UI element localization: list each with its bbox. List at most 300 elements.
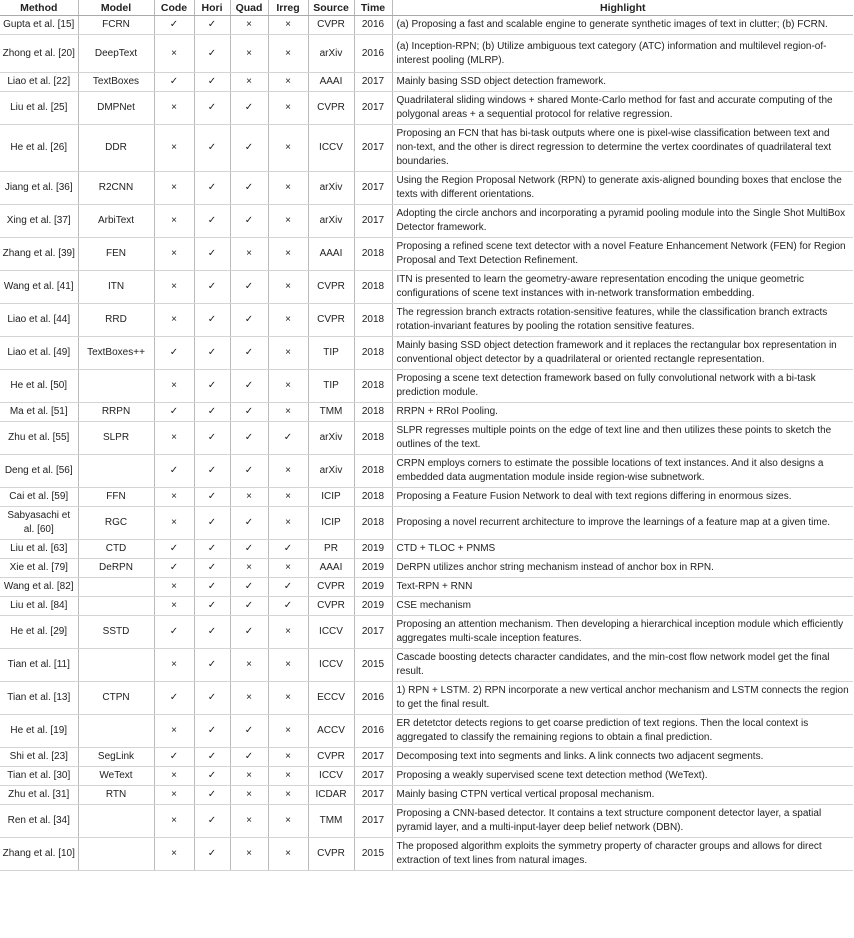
cell-hori: ✓ [194, 422, 230, 455]
cell-model: R2CNN [78, 172, 154, 205]
cell-model [78, 370, 154, 403]
table-row [0, 16, 853, 35]
cell-code: × [154, 238, 194, 271]
cell-time: 2016 [354, 682, 392, 715]
cell-source: PR [308, 540, 354, 559]
cell-quad: × [230, 767, 268, 786]
cell-source: arXiv [308, 35, 354, 73]
cell-hori: ✓ [194, 540, 230, 559]
cell-code: × [154, 488, 194, 507]
header-code: Code [154, 0, 194, 16]
table-row [0, 73, 853, 92]
cell-irreg: × [268, 488, 308, 507]
cell-time: 2016 [354, 715, 392, 748]
cell-model: DeRPN [78, 559, 154, 578]
cell-model [78, 649, 154, 682]
cell-time: 2018 [354, 403, 392, 422]
cell-code: ✓ [154, 748, 194, 767]
cell-method: Zhang et al. [39] [0, 238, 78, 271]
cell-time: 2018 [354, 271, 392, 304]
cell-highlight: Mainly basing SSD object detection framework. [392, 73, 853, 92]
cell-model: RRPN [78, 403, 154, 422]
cell-code: × [154, 715, 194, 748]
table-body [0, 16, 853, 871]
cell-time: 2017 [354, 172, 392, 205]
cell-method: Liu et al. [63] [0, 540, 78, 559]
cell-method: Shi et al. [23] [0, 748, 78, 767]
cell-method: Liao et al. [44] [0, 304, 78, 337]
cell-time: 2019 [354, 578, 392, 597]
cell-model: CTD [78, 540, 154, 559]
cell-highlight: The regression branch extracts rotation-sensitive features, while the classification branch extracts rotation-invariant features by pooling the rotation sensitive features. [392, 304, 853, 337]
cell-source: ICIP [308, 488, 354, 507]
cell-time: 2015 [354, 838, 392, 871]
cell-quad: ✓ [230, 616, 268, 649]
cell-highlight: Mainly basing SSD object detection framework and it replaces the rectangular box representation in conventional object detector by a quadrilateral or oriented rectangle representation. [392, 337, 853, 370]
cell-source: TIP [308, 370, 354, 403]
cell-highlight: Proposing a novel recurrent architecture to improve the learnings of a feature map at a given time. [392, 507, 853, 540]
cell-code: ✓ [154, 682, 194, 715]
cell-time: 2017 [354, 73, 392, 92]
cell-quad: ✓ [230, 540, 268, 559]
cell-model: ITN [78, 271, 154, 304]
cell-time: 2017 [354, 748, 392, 767]
cell-code: × [154, 422, 194, 455]
table-row [0, 172, 853, 205]
cell-method: Gupta et al. [15] [0, 16, 78, 35]
cell-quad: ✓ [230, 422, 268, 455]
cell-model: RTN [78, 786, 154, 805]
cell-source: ICCV [308, 767, 354, 786]
cell-source: arXiv [308, 172, 354, 205]
cell-hori: ✓ [194, 649, 230, 682]
cell-method: Zhu et al. [55] [0, 422, 78, 455]
header-time: Time [354, 0, 392, 16]
cell-quad: × [230, 838, 268, 871]
cell-code: × [154, 172, 194, 205]
cell-source: CVPR [308, 838, 354, 871]
cell-quad: ✓ [230, 337, 268, 370]
cell-model [78, 455, 154, 488]
cell-highlight: ER detetctor detects regions to get coarse prediction of text regions. Then the local context is aggregated to classify the remaining regions to obtain a final prediction. [392, 715, 853, 748]
table-row [0, 422, 853, 455]
cell-model [78, 838, 154, 871]
cell-model: RGC [78, 507, 154, 540]
cell-hori: ✓ [194, 578, 230, 597]
cell-method: Sabyasachi et al. [60] [0, 507, 78, 540]
cell-source: CVPR [308, 578, 354, 597]
cell-highlight: Adopting the circle anchors and incorporating a pyramid pooling module into the Single Shot MultiBox Detector framework. [392, 205, 853, 238]
cell-hori: ✓ [194, 238, 230, 271]
cell-method: Zhong et al. [20] [0, 35, 78, 73]
cell-model: DMPNet [78, 92, 154, 125]
cell-quad: ✓ [230, 271, 268, 304]
cell-irreg: ✓ [268, 597, 308, 616]
cell-hori: ✓ [194, 559, 230, 578]
cell-code: × [154, 370, 194, 403]
cell-time: 2019 [354, 559, 392, 578]
cell-code: ✓ [154, 16, 194, 35]
cell-quad: ✓ [230, 748, 268, 767]
table-row [0, 304, 853, 337]
cell-highlight: Proposing a scene text detection framework based on fully convolutional network with a bi-task prediction module. [392, 370, 853, 403]
cell-model: DDR [78, 125, 154, 172]
cell-method: Liao et al. [22] [0, 73, 78, 92]
cell-code: × [154, 205, 194, 238]
cell-quad: × [230, 238, 268, 271]
cell-source: ICIP [308, 507, 354, 540]
cell-hori: ✓ [194, 786, 230, 805]
cell-highlight: Proposing a CNN-based detector. It contains a text structure component detector layer, a spatial pyramid layer, and a multi-input-layer deep belief network (DBN). [392, 805, 853, 838]
cell-method: Jiang et al. [36] [0, 172, 78, 205]
cell-irreg: × [268, 767, 308, 786]
table-row [0, 455, 853, 488]
cell-model: CTPN [78, 682, 154, 715]
cell-highlight: Mainly basing CTPN vertical vertical proposal mechanism. [392, 786, 853, 805]
cell-irreg: × [268, 507, 308, 540]
table-row [0, 403, 853, 422]
cell-highlight: RRPN + RRoI Pooling. [392, 403, 853, 422]
cell-code: × [154, 271, 194, 304]
table-row [0, 805, 853, 838]
cell-source: AAAI [308, 238, 354, 271]
cell-method: Tian et al. [11] [0, 649, 78, 682]
cell-hori: ✓ [194, 838, 230, 871]
cell-method: Liao et al. [49] [0, 337, 78, 370]
cell-code: ✓ [154, 73, 194, 92]
cell-highlight: CRPN employs corners to estimate the possible locations of text instances. And it also designs a embedded data augmentation module inside region-wise subnetwork. [392, 455, 853, 488]
cell-time: 2015 [354, 649, 392, 682]
cell-highlight: Proposing a refined scene text detector with a novel Feature Enhancement Network (FEN) for Region Proposal and Text Detection Refinement. [392, 238, 853, 271]
cell-highlight: Quadrilateral sliding windows + shared Monte-Carlo method for fast and accurate computing of the polygonal areas + a sequential protocol for relative regression. [392, 92, 853, 125]
cell-model: TextBoxes++ [78, 337, 154, 370]
cell-irreg: ✓ [268, 540, 308, 559]
cell-time: 2016 [354, 16, 392, 35]
cell-hori: ✓ [194, 403, 230, 422]
cell-code: × [154, 35, 194, 73]
header-hori: Hori [194, 0, 230, 16]
cell-model [78, 578, 154, 597]
cell-method: Wang et al. [82] [0, 578, 78, 597]
cell-irreg: ✓ [268, 578, 308, 597]
cell-source: ECCV [308, 682, 354, 715]
cell-source: CVPR [308, 271, 354, 304]
cell-source: ICCV [308, 125, 354, 172]
cell-source: arXiv [308, 205, 354, 238]
cell-quad: ✓ [230, 205, 268, 238]
cell-irreg: × [268, 16, 308, 35]
cell-model: RRD [78, 304, 154, 337]
cell-hori: ✓ [194, 370, 230, 403]
cell-model: FFN [78, 488, 154, 507]
cell-highlight: Using the Region Proposal Network (RPN) to generate axis-aligned bounding boxes that enclose the texts with different orientations. [392, 172, 853, 205]
cell-irreg: × [268, 403, 308, 422]
cell-method: Zhang et al. [10] [0, 838, 78, 871]
cell-hori: ✓ [194, 304, 230, 337]
cell-irreg: × [268, 805, 308, 838]
cell-time: 2018 [354, 507, 392, 540]
cell-irreg: × [268, 238, 308, 271]
cell-source: arXiv [308, 422, 354, 455]
cell-method: Xing et al. [37] [0, 205, 78, 238]
cell-code: ✓ [154, 540, 194, 559]
cell-hori: ✓ [194, 616, 230, 649]
cell-hori: ✓ [194, 125, 230, 172]
cell-quad: ✓ [230, 455, 268, 488]
cell-irreg: × [268, 73, 308, 92]
cell-quad: × [230, 559, 268, 578]
cell-method: Tian et al. [30] [0, 767, 78, 786]
cell-time: 2018 [354, 304, 392, 337]
cell-quad: × [230, 73, 268, 92]
cell-method: Liu et al. [25] [0, 92, 78, 125]
cell-source: CVPR [308, 92, 354, 125]
cell-highlight: Proposing a Feature Fusion Network to deal with text regions differing in enormous sizes. [392, 488, 853, 507]
cell-hori: ✓ [194, 172, 230, 205]
cell-code: × [154, 578, 194, 597]
table-row [0, 767, 853, 786]
cell-hori: ✓ [194, 767, 230, 786]
cell-hori: ✓ [194, 597, 230, 616]
cell-model: TextBoxes [78, 73, 154, 92]
cell-code: × [154, 649, 194, 682]
cell-model: SLPR [78, 422, 154, 455]
cell-hori: ✓ [194, 715, 230, 748]
cell-time: 2017 [354, 205, 392, 238]
cell-code: × [154, 767, 194, 786]
cell-highlight: (a) Inception-RPN; (b) Utilize ambiguous text category (ATC) information and multilevel region-of-interest pooling (MLRP). [392, 35, 853, 73]
cell-model: SSTD [78, 616, 154, 649]
cell-irreg: × [268, 616, 308, 649]
table-row [0, 682, 853, 715]
cell-method: Ma et al. [51] [0, 403, 78, 422]
header-irreg: Irreg [268, 0, 308, 16]
cell-model: ArbiText [78, 205, 154, 238]
cell-time: 2018 [354, 422, 392, 455]
table-row [0, 786, 853, 805]
cell-method: Cai et al. [59] [0, 488, 78, 507]
cell-method: Deng et al. [56] [0, 455, 78, 488]
cell-hori: ✓ [194, 455, 230, 488]
table-row [0, 370, 853, 403]
cell-code: ✓ [154, 403, 194, 422]
cell-irreg: × [268, 649, 308, 682]
cell-quad: × [230, 682, 268, 715]
table-row [0, 559, 853, 578]
cell-hori: ✓ [194, 748, 230, 767]
cell-source: TMM [308, 403, 354, 422]
cell-code: × [154, 92, 194, 125]
cell-code: ✓ [154, 559, 194, 578]
cell-quad: ✓ [230, 597, 268, 616]
cell-time: 2017 [354, 805, 392, 838]
cell-time: 2017 [354, 767, 392, 786]
cell-time: 2018 [354, 370, 392, 403]
cell-source: CVPR [308, 748, 354, 767]
cell-method: Ren et al. [34] [0, 805, 78, 838]
cell-quad: ✓ [230, 172, 268, 205]
table-row [0, 540, 853, 559]
table-row [0, 205, 853, 238]
cell-quad: ✓ [230, 403, 268, 422]
cell-irreg: × [268, 559, 308, 578]
cell-source: CVPR [308, 597, 354, 616]
cell-code: × [154, 838, 194, 871]
cell-method: He et al. [19] [0, 715, 78, 748]
cell-quad: ✓ [230, 715, 268, 748]
cell-irreg: ✓ [268, 422, 308, 455]
table-row [0, 92, 853, 125]
cell-time: 2018 [354, 337, 392, 370]
cell-hori: ✓ [194, 682, 230, 715]
cell-time: 2018 [354, 455, 392, 488]
cell-quad: × [230, 488, 268, 507]
cell-code: ✓ [154, 616, 194, 649]
cell-method: Liu et al. [84] [0, 597, 78, 616]
cell-irreg: × [268, 205, 308, 238]
cell-hori: ✓ [194, 73, 230, 92]
cell-source: AAAI [308, 73, 354, 92]
cell-source: ACCV [308, 715, 354, 748]
cell-irreg: × [268, 35, 308, 73]
cell-irreg: × [268, 271, 308, 304]
cell-irreg: × [268, 304, 308, 337]
cell-model [78, 805, 154, 838]
table-row [0, 271, 853, 304]
cell-quad: × [230, 35, 268, 73]
header-row [0, 0, 853, 16]
table-row [0, 507, 853, 540]
cell-time: 2018 [354, 488, 392, 507]
cell-hori: ✓ [194, 271, 230, 304]
cell-irreg: × [268, 370, 308, 403]
cell-source: ICDAR [308, 786, 354, 805]
cell-quad: ✓ [230, 578, 268, 597]
cell-quad: × [230, 649, 268, 682]
cell-quad: ✓ [230, 92, 268, 125]
cell-time: 2017 [354, 125, 392, 172]
header-model: Model [78, 0, 154, 16]
cell-highlight: DeRPN utilizes anchor string mechanism instead of anchor box in RPN. [392, 559, 853, 578]
cell-model [78, 597, 154, 616]
cell-model: FEN [78, 238, 154, 271]
cell-model: DeepText [78, 35, 154, 73]
header-method: Method [0, 0, 78, 16]
cell-code: × [154, 507, 194, 540]
cell-irreg: × [268, 455, 308, 488]
cell-code: × [154, 786, 194, 805]
cell-source: CVPR [308, 304, 354, 337]
cell-quad: × [230, 786, 268, 805]
cell-hori: ✓ [194, 35, 230, 73]
header-source: Source [308, 0, 354, 16]
cell-time: 2016 [354, 35, 392, 73]
cell-time: 2019 [354, 597, 392, 616]
cell-model: WeText [78, 767, 154, 786]
table-row [0, 649, 853, 682]
cell-irreg: × [268, 92, 308, 125]
cell-model: SegLink [78, 748, 154, 767]
cell-source: arXiv [308, 455, 354, 488]
cell-highlight: 1) RPN + LSTM. 2) RPN incorporate a new vertical anchor mechanism and LSTM connects the region to get the final result. [392, 682, 853, 715]
cell-method: Xie et al. [79] [0, 559, 78, 578]
cell-irreg: × [268, 125, 308, 172]
table-row [0, 238, 853, 271]
cell-hori: ✓ [194, 92, 230, 125]
table-row [0, 616, 853, 649]
cell-hori: ✓ [194, 337, 230, 370]
table-row [0, 748, 853, 767]
cell-irreg: × [268, 786, 308, 805]
cell-code: ✓ [154, 337, 194, 370]
cell-highlight: Cascade boosting detects character candidates, and the min-cost flow network model get the final result. [392, 649, 853, 682]
cell-highlight: Text-RPN + RNN [392, 578, 853, 597]
cell-quad: × [230, 805, 268, 838]
cell-source: ICCV [308, 616, 354, 649]
cell-hori: ✓ [194, 805, 230, 838]
cell-highlight: ITN is presented to learn the geometry-aware representation encoding the unique geometric configurations of scene text instances with in-network transformation embedding. [392, 271, 853, 304]
cell-source: CVPR [308, 16, 354, 35]
cell-hori: ✓ [194, 507, 230, 540]
cell-irreg: × [268, 337, 308, 370]
cell-time: 2018 [354, 238, 392, 271]
cell-method: He et al. [50] [0, 370, 78, 403]
cell-code: × [154, 125, 194, 172]
cell-quad: ✓ [230, 125, 268, 172]
cell-code: × [154, 805, 194, 838]
cell-source: TIP [308, 337, 354, 370]
cell-irreg: × [268, 172, 308, 205]
cell-quad: ✓ [230, 507, 268, 540]
table-row [0, 597, 853, 616]
header-quad: Quad [230, 0, 268, 16]
cell-hori: ✓ [194, 488, 230, 507]
table-row [0, 35, 853, 73]
cell-source: ICCV [308, 649, 354, 682]
table-row [0, 715, 853, 748]
cell-hori: ✓ [194, 16, 230, 35]
cell-method: Zhu et al. [31] [0, 786, 78, 805]
table-row [0, 578, 853, 597]
cell-time: 2017 [354, 92, 392, 125]
header-highlight: Highlight [392, 0, 853, 16]
cell-code: ✓ [154, 455, 194, 488]
cell-highlight: Decomposing text into segments and links. A link connects two adjacent segments. [392, 748, 853, 767]
cell-method: He et al. [29] [0, 616, 78, 649]
cell-model: FCRN [78, 16, 154, 35]
cell-highlight: Proposing an FCN that has bi-task outputs where one is pixel-wise classification between text and non-text, and the other is direct regression to determine the vertex coordinates of quadrilateral text boundaries. [392, 125, 853, 172]
cell-code: × [154, 304, 194, 337]
table-row [0, 838, 853, 871]
cell-highlight: SLPR regresses multiple points on the edge of text line and then utilizes these points to sketch the outlines of the text. [392, 422, 853, 455]
cell-method: Wang et al. [41] [0, 271, 78, 304]
table-row [0, 125, 853, 172]
cell-quad: ✓ [230, 370, 268, 403]
cell-highlight: The proposed algorithm exploits the symmetry property of character groups and allows for direct extraction of text lines from natural images. [392, 838, 853, 871]
cell-quad: ✓ [230, 304, 268, 337]
table-row [0, 488, 853, 507]
cell-method: Tian et al. [13] [0, 682, 78, 715]
cell-highlight: CTD + TLOC + PNMS [392, 540, 853, 559]
cell-source: AAAI [308, 559, 354, 578]
cell-method: He et al. [26] [0, 125, 78, 172]
cell-time: 2019 [354, 540, 392, 559]
cell-highlight: Proposing an attention mechanism. Then developing a hierarchical inception module which efficiently aggregates multi-scale inception features. [392, 616, 853, 649]
cell-hori: ✓ [194, 205, 230, 238]
cell-highlight: CSE mechanism [392, 597, 853, 616]
cell-quad: × [230, 16, 268, 35]
cell-irreg: × [268, 838, 308, 871]
